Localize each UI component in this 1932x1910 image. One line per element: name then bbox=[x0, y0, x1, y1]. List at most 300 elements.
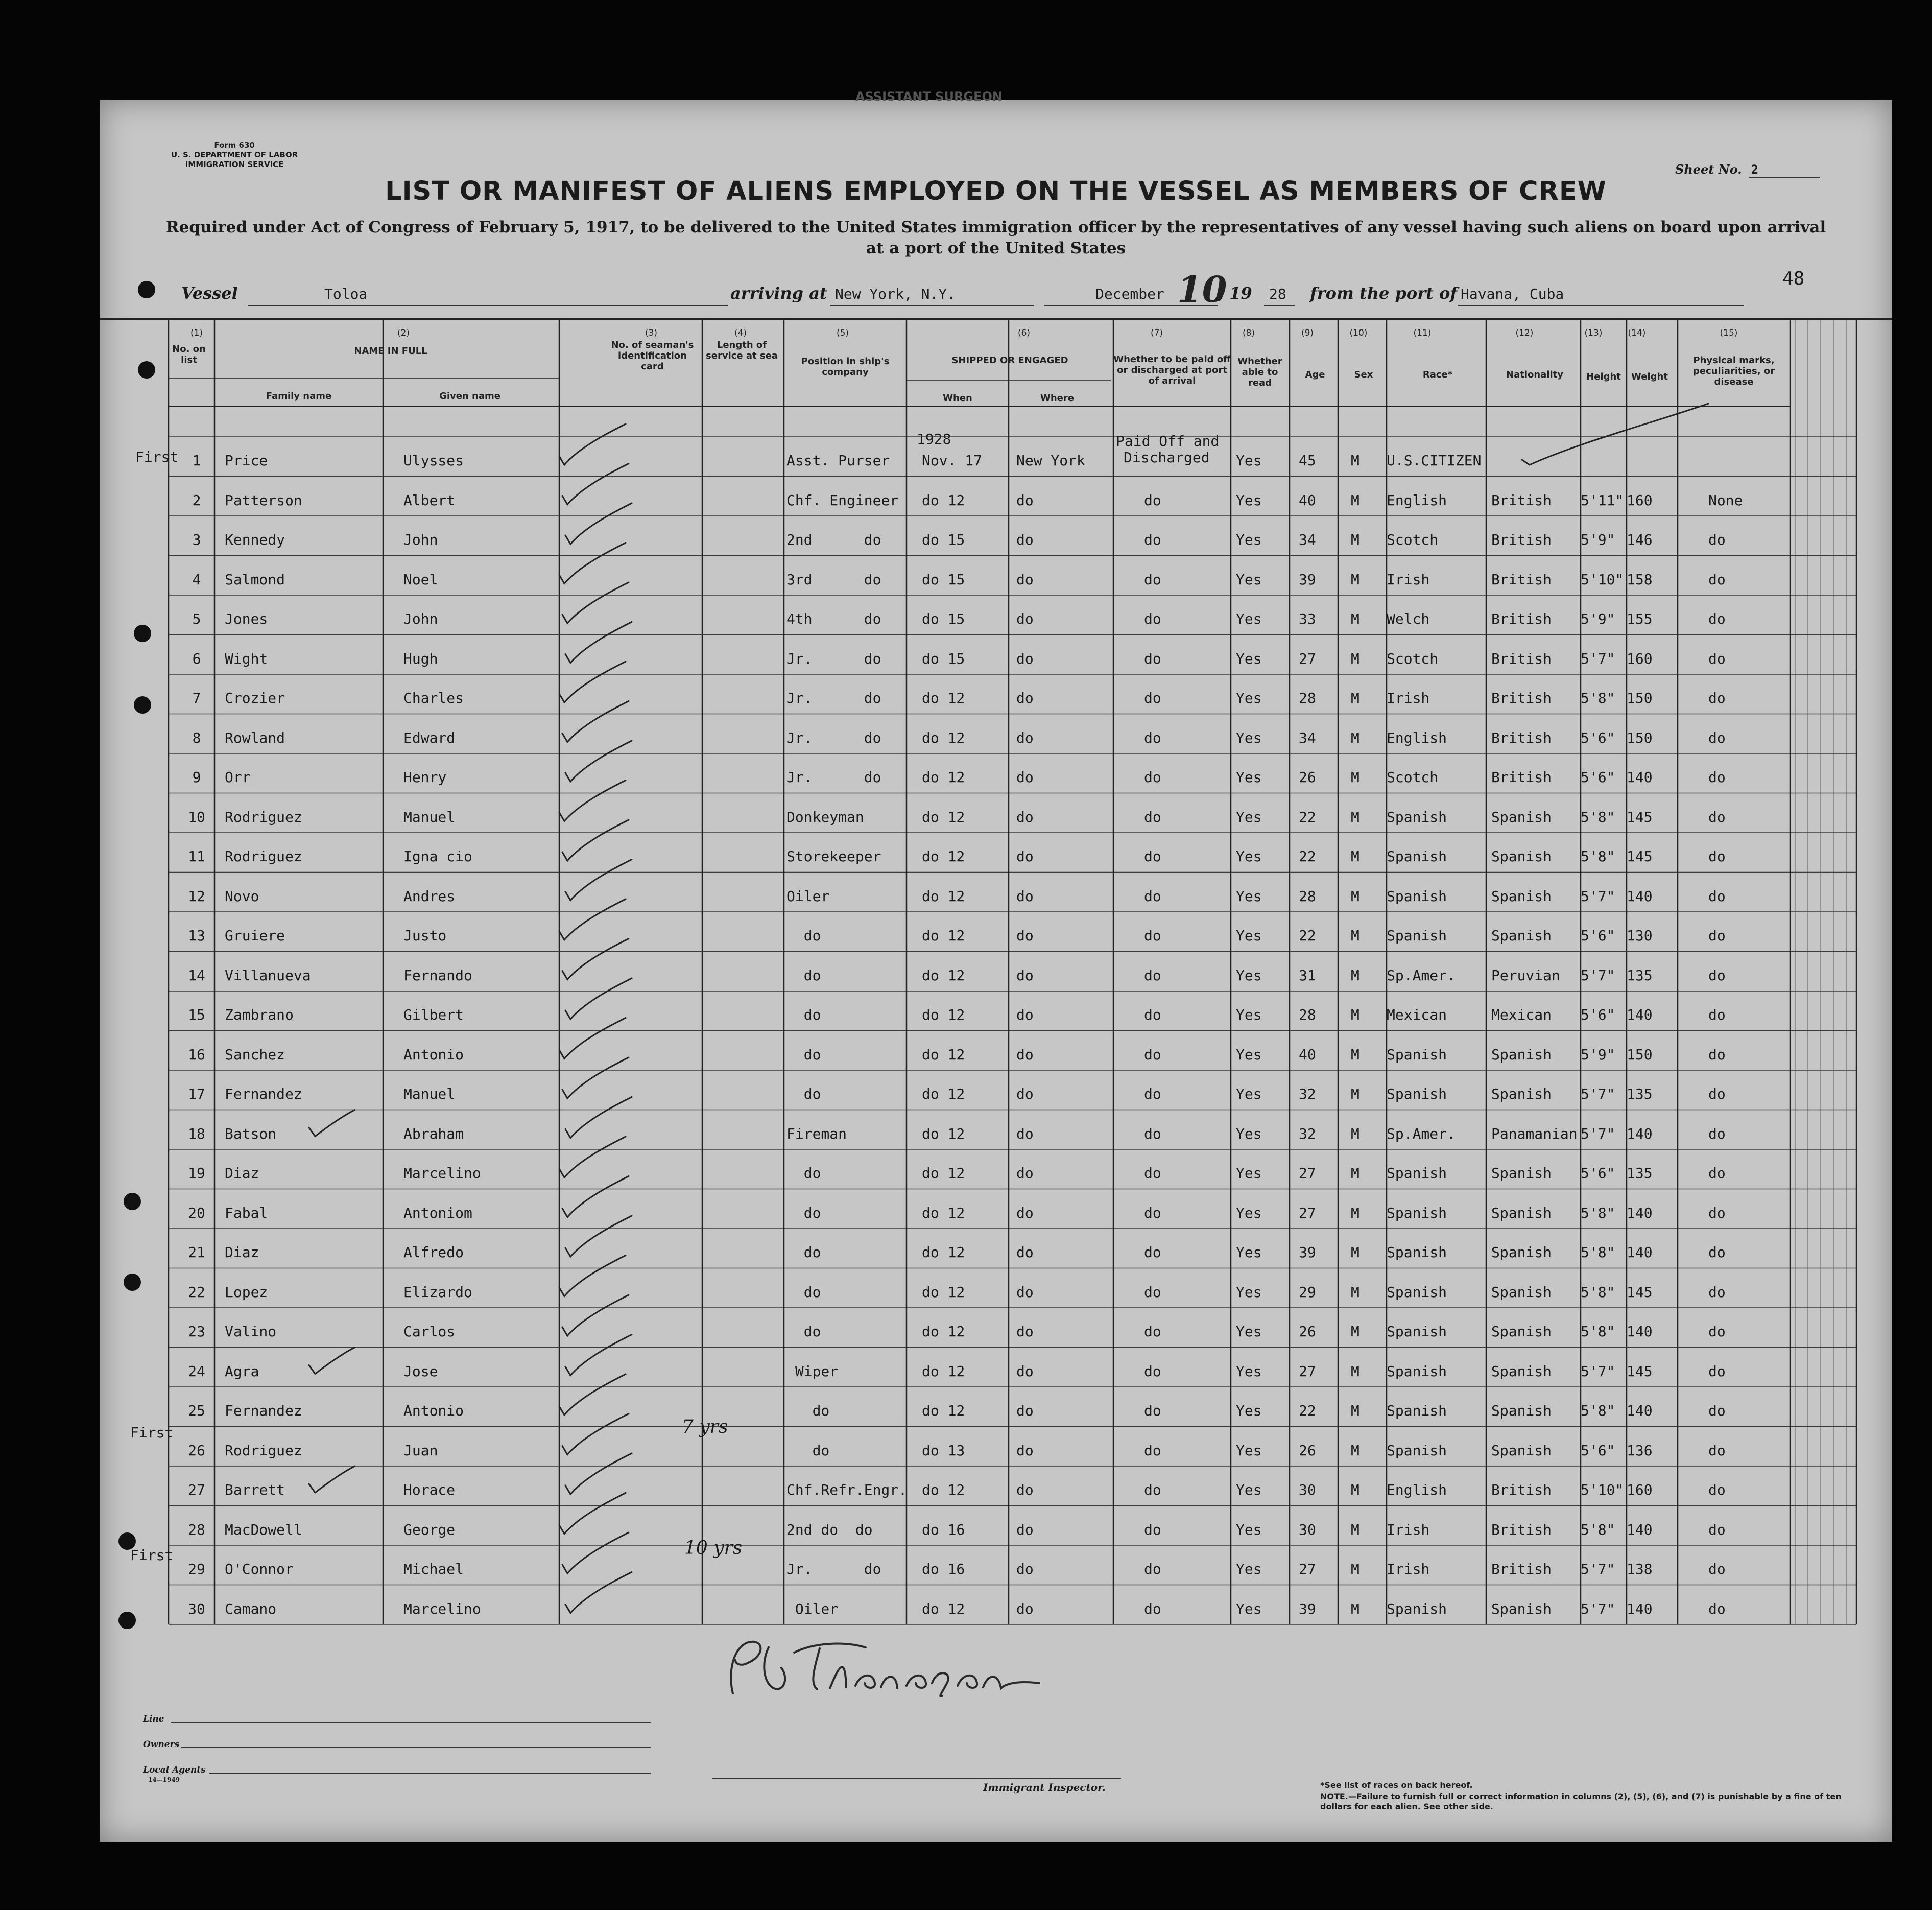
check-mark bbox=[562, 1532, 629, 1573]
cell-family: Rodriguez bbox=[225, 1442, 302, 1459]
cell-race: Spanish bbox=[1387, 1600, 1447, 1617]
manifest-title: LIST OR MANIFEST OF ALIENS EMPLOYED ON THE VESSEL AS MEMBERS OF CREW bbox=[385, 176, 1607, 206]
vessel-name: Toloa bbox=[324, 286, 368, 302]
cell-read: Yes bbox=[1236, 491, 1262, 509]
page-number: 48 bbox=[1782, 268, 1805, 289]
cell-weight: 150 bbox=[1627, 729, 1653, 746]
cell-no: 11 bbox=[188, 848, 205, 865]
cell-where: do bbox=[1016, 966, 1034, 984]
cell-given: Andres bbox=[403, 887, 456, 905]
cell-paid: do bbox=[1144, 531, 1161, 548]
cell-nat: Peruvian bbox=[1491, 966, 1560, 984]
footnote-penalty: NOTE.—Failure to furnish full or correct information in columns (2), (5), (6), and (7) is punishable by a fine of ten dollars for each alien. See other side. bbox=[1320, 1791, 1842, 1811]
cell-sex: M bbox=[1351, 1600, 1359, 1617]
cell-nat: Spanish bbox=[1491, 1402, 1552, 1419]
cell-age: 39 bbox=[1299, 1244, 1316, 1261]
cell-no: 15 bbox=[188, 1006, 205, 1023]
inspector-label: Immigrant Inspector. bbox=[983, 1781, 1106, 1794]
cell-age: 22 bbox=[1299, 927, 1316, 944]
cell-read: Yes bbox=[1236, 531, 1262, 548]
cell-race: English bbox=[1387, 1481, 1447, 1498]
cell-nat: Spanish bbox=[1491, 1362, 1552, 1380]
cell-height: 5'8" bbox=[1581, 808, 1615, 826]
cell-family: Camano bbox=[225, 1600, 277, 1617]
cell-read: Yes bbox=[1236, 887, 1262, 905]
cell-sex: M bbox=[1351, 571, 1359, 588]
cell-weight: 160 bbox=[1627, 650, 1653, 667]
cell-height: 5'10" bbox=[1581, 1481, 1624, 1498]
cell-paid: do bbox=[1144, 808, 1161, 826]
cell-weight: 160 bbox=[1627, 1481, 1653, 1498]
cell-read: Yes bbox=[1236, 452, 1262, 469]
cell-family: Valino bbox=[225, 1323, 277, 1340]
check-mark bbox=[309, 1110, 355, 1137]
cell-no: 30 bbox=[188, 1600, 205, 1617]
cell-when: do 12 bbox=[922, 1125, 965, 1142]
cell-where: do bbox=[1016, 610, 1034, 627]
cell-position: do bbox=[786, 927, 821, 944]
cell-marks: do bbox=[1708, 769, 1726, 786]
footer-agents-label: Local Agents bbox=[143, 1765, 206, 1775]
cell-weight: 140 bbox=[1627, 1244, 1653, 1261]
cell-marks: do bbox=[1708, 1402, 1726, 1419]
sheet-number-value: 2 bbox=[1749, 162, 1820, 178]
arrival-month: December bbox=[1095, 286, 1164, 302]
cell-family: Zambrano bbox=[225, 1006, 294, 1023]
check-mark bbox=[565, 622, 632, 663]
paid-off-line1: Paid Off and bbox=[1116, 433, 1220, 450]
cell-position: Wiper bbox=[786, 1362, 839, 1380]
cell-when: do 12 bbox=[922, 729, 965, 746]
cell-weight: 140 bbox=[1627, 1402, 1653, 1419]
cell-read: Yes bbox=[1236, 729, 1262, 746]
cell-paid: do bbox=[1144, 848, 1161, 865]
cell-race: Sp.Amer. bbox=[1387, 966, 1456, 984]
header-no-on-list: No. on list bbox=[172, 344, 206, 365]
cell-nat: Spanish bbox=[1491, 1600, 1552, 1617]
cell-given: Alfredo bbox=[403, 1244, 464, 1261]
cell-sex: M bbox=[1351, 1046, 1359, 1063]
cell-age: 45 bbox=[1299, 452, 1316, 469]
cell-where: do bbox=[1016, 887, 1034, 905]
cell-family: Barrett bbox=[225, 1481, 285, 1498]
inspector-underline bbox=[712, 1778, 1121, 1779]
owners-underline bbox=[181, 1747, 651, 1748]
cell-paid: do bbox=[1144, 1086, 1161, 1102]
cell-paid: do bbox=[1144, 1244, 1161, 1261]
cell-marks: do bbox=[1708, 966, 1726, 984]
cell-when: do 12 bbox=[922, 927, 965, 944]
cell-no: 26 bbox=[188, 1442, 205, 1459]
cell-race: Spanish bbox=[1387, 1165, 1447, 1182]
cell-given: Horace bbox=[403, 1481, 456, 1498]
cell-sex: M bbox=[1351, 1006, 1359, 1023]
cell-family: Fernandez bbox=[225, 1402, 302, 1419]
cell-paid: do bbox=[1144, 571, 1161, 588]
cell-where: do bbox=[1016, 1244, 1034, 1261]
vessel-label: Vessel bbox=[181, 284, 238, 303]
arrival-year: 28 bbox=[1269, 286, 1286, 302]
cell-height: 5'7" bbox=[1581, 1362, 1615, 1380]
department-name: U. S. DEPARTMENT OF LABOR bbox=[171, 150, 298, 159]
cell-sex: M bbox=[1351, 1165, 1359, 1182]
header-sex: Sex bbox=[1354, 369, 1373, 380]
header-id-card: No. of seaman's identification card bbox=[611, 340, 694, 372]
cell-where: do bbox=[1016, 1521, 1034, 1538]
cell-no: 6 bbox=[192, 650, 201, 667]
margin-note-first: First bbox=[135, 449, 179, 465]
check-mark bbox=[309, 1348, 355, 1374]
cell-paid: do bbox=[1144, 1204, 1161, 1221]
cell-marks: do bbox=[1708, 1244, 1726, 1261]
check-mark bbox=[562, 701, 629, 742]
cell-nat: Spanish bbox=[1491, 1046, 1552, 1063]
service-note: 10 yrs bbox=[684, 1538, 743, 1559]
cell-sex: M bbox=[1351, 690, 1359, 706]
cell-where: do bbox=[1016, 571, 1034, 588]
cell-no: 25 bbox=[188, 1402, 205, 1419]
cell-marks: do bbox=[1708, 927, 1726, 944]
cell-paid: do bbox=[1144, 491, 1161, 509]
punch-hole bbox=[138, 361, 155, 379]
cell-paid: do bbox=[1144, 966, 1161, 984]
cell-given: Jose bbox=[403, 1362, 438, 1380]
departure-port: Havana, Cuba bbox=[1461, 286, 1564, 302]
cell-nat: British bbox=[1491, 610, 1552, 627]
cell-read: Yes bbox=[1236, 1283, 1262, 1301]
cell-age: 22 bbox=[1299, 808, 1316, 826]
cell-weight: 140 bbox=[1627, 1323, 1653, 1340]
cell-height: 5'10" bbox=[1581, 571, 1624, 588]
cell-where: do bbox=[1016, 1086, 1034, 1102]
cell-paid: do bbox=[1144, 1481, 1161, 1498]
cell-given: Marcelino bbox=[403, 1165, 481, 1182]
margin-note-first: First bbox=[130, 1424, 174, 1441]
cell-marks: do bbox=[1708, 1006, 1726, 1023]
cell-race: Mexican bbox=[1387, 1006, 1447, 1023]
cell-read: Yes bbox=[1236, 966, 1262, 984]
cell-race: English bbox=[1387, 491, 1447, 509]
cell-nat: British bbox=[1491, 769, 1552, 786]
cell-read: Yes bbox=[1236, 1046, 1262, 1063]
footer-line-label: Line bbox=[143, 1714, 164, 1724]
check-mark bbox=[559, 1256, 626, 1296]
cell-age: 33 bbox=[1299, 610, 1316, 627]
cell-marks: do bbox=[1708, 887, 1726, 905]
cell-no: 4 bbox=[192, 571, 201, 588]
punch-hole bbox=[134, 696, 151, 714]
cell-age: 39 bbox=[1299, 571, 1316, 588]
check-mark bbox=[559, 1137, 626, 1177]
check-mark bbox=[559, 1493, 626, 1534]
cell-when: do 12 bbox=[922, 1006, 965, 1023]
cell-when: do 12 bbox=[922, 1165, 965, 1182]
cell-no: 24 bbox=[188, 1362, 205, 1380]
cell-position: Chf.Refr.Engr. bbox=[786, 1481, 908, 1498]
cell-given: Antoniom bbox=[403, 1204, 472, 1221]
cell-age: 34 bbox=[1299, 729, 1316, 746]
arrival-day: 10 bbox=[1177, 268, 1227, 311]
check-mark bbox=[565, 860, 632, 901]
cell-race: Spanish bbox=[1387, 1046, 1447, 1063]
cell-weight: 155 bbox=[1627, 610, 1653, 627]
cell-when: do 12 bbox=[922, 966, 965, 984]
cell-marks: do bbox=[1708, 610, 1726, 627]
cell-no: 9 bbox=[192, 769, 201, 786]
cell-height: 5'7" bbox=[1581, 966, 1615, 984]
cell-when: Nov. 17 bbox=[922, 452, 983, 469]
header-height: Height bbox=[1586, 371, 1621, 382]
cell-age: 30 bbox=[1299, 1521, 1316, 1538]
cell-when: do 12 bbox=[922, 887, 965, 905]
check-mark bbox=[309, 1466, 355, 1493]
cell-no: 5 bbox=[192, 610, 201, 627]
cell-no: 14 bbox=[188, 966, 205, 984]
cell-where: do bbox=[1016, 1006, 1034, 1023]
col-num-2: (2) bbox=[397, 328, 410, 338]
cell-nat: British bbox=[1491, 1561, 1552, 1577]
cell-given: Elizardo bbox=[403, 1283, 472, 1301]
cell-age: 27 bbox=[1299, 1561, 1316, 1577]
check-mark bbox=[565, 978, 632, 1019]
cell-no: 7 bbox=[192, 690, 201, 706]
cell-when: do 12 bbox=[922, 1402, 965, 1419]
cell-when: do 12 bbox=[922, 769, 965, 786]
header-physical: Physical marks, peculiarities, or disease bbox=[1692, 355, 1775, 387]
cell-paid: do bbox=[1144, 1323, 1161, 1340]
col-num-3: (3) bbox=[645, 328, 658, 338]
cell-height: 5'9" bbox=[1581, 531, 1615, 548]
cell-where: do bbox=[1016, 1481, 1034, 1498]
cell-weight: 146 bbox=[1627, 531, 1653, 548]
cell-nat: Spanish bbox=[1491, 887, 1552, 905]
check-mark bbox=[565, 1335, 632, 1376]
cell-height: 5'8" bbox=[1581, 1402, 1615, 1419]
col-num-12: (12) bbox=[1515, 328, 1534, 338]
header-able-read: Whether able to read bbox=[1237, 356, 1282, 388]
cell-paid: do bbox=[1144, 1600, 1161, 1617]
cell-weight: 140 bbox=[1627, 1600, 1653, 1617]
col-num-1: (1) bbox=[190, 328, 203, 338]
cell-age: 27 bbox=[1299, 1204, 1316, 1221]
cell-when: do 12 bbox=[922, 1204, 965, 1221]
col-num-5: (5) bbox=[836, 328, 849, 338]
header-when: When bbox=[943, 393, 972, 404]
cell-marks: do bbox=[1708, 1561, 1726, 1577]
cell-paid: do bbox=[1144, 927, 1161, 944]
cell-nat: Spanish bbox=[1491, 927, 1552, 944]
cell-given: Albert bbox=[403, 491, 456, 509]
cell-when: do 12 bbox=[922, 1046, 965, 1063]
cell-given: Henry bbox=[403, 769, 447, 786]
cell-when: do 15 bbox=[922, 571, 965, 588]
cell-age: 29 bbox=[1299, 1283, 1316, 1301]
cell-paid: do bbox=[1144, 1046, 1161, 1063]
cell-marks: do bbox=[1708, 1323, 1726, 1340]
header-shipped: SHIPPED OR ENGAGED bbox=[951, 355, 1068, 366]
cell-where: do bbox=[1016, 1125, 1034, 1142]
cell-sex: M bbox=[1351, 808, 1359, 826]
cell-read: Yes bbox=[1236, 927, 1262, 944]
header-weight: Weight bbox=[1631, 371, 1668, 382]
cell-read: Yes bbox=[1236, 1521, 1262, 1538]
cell-paid: do bbox=[1144, 610, 1161, 627]
cell-race: Sp.Amer. bbox=[1387, 1125, 1456, 1142]
cell-sex: M bbox=[1351, 1283, 1359, 1301]
cell-weight: 140 bbox=[1627, 769, 1653, 786]
footer-form-code: 14—1949 bbox=[148, 1776, 180, 1783]
cell-sex: M bbox=[1351, 650, 1359, 667]
cell-position: Chf. Engineer bbox=[786, 491, 899, 509]
cell-when: do 15 bbox=[922, 650, 965, 667]
check-mark bbox=[562, 1414, 629, 1455]
cell-no: 3 bbox=[192, 531, 201, 548]
cell-position: do bbox=[786, 1402, 830, 1419]
service-note: 7 yrs bbox=[682, 1417, 728, 1437]
cell-marks: do bbox=[1708, 571, 1726, 588]
cell-weight: 138 bbox=[1627, 1561, 1653, 1577]
cell-nat: Panamanian bbox=[1491, 1125, 1578, 1142]
cell-nat: Spanish bbox=[1491, 1086, 1552, 1102]
cell-when: do 16 bbox=[922, 1521, 965, 1538]
cell-sex: M bbox=[1351, 1561, 1359, 1577]
cell-no: 21 bbox=[188, 1244, 205, 1261]
cell-no: 28 bbox=[188, 1521, 205, 1538]
cell-read: Yes bbox=[1236, 610, 1262, 627]
cell-weight: 145 bbox=[1627, 848, 1653, 865]
cell-nat: British bbox=[1491, 1481, 1552, 1498]
cell-given: Carlos bbox=[403, 1323, 456, 1340]
cell-given: Igna cio bbox=[403, 848, 472, 865]
cell-marks: do bbox=[1708, 1442, 1726, 1459]
cell-paid: do bbox=[1144, 690, 1161, 706]
cell-weight: 145 bbox=[1627, 808, 1653, 826]
cell-position: 2nd do bbox=[786, 531, 881, 548]
cell-read: Yes bbox=[1236, 1204, 1262, 1221]
cell-age: 26 bbox=[1299, 769, 1316, 786]
cell-marks: None bbox=[1708, 491, 1743, 509]
cell-height: 5'7" bbox=[1581, 1561, 1615, 1577]
cell-read: Yes bbox=[1236, 1086, 1262, 1102]
cell-age: 22 bbox=[1299, 1402, 1316, 1419]
header-nationality: Nationality bbox=[1506, 369, 1563, 380]
punch-hole bbox=[138, 281, 155, 298]
cell-weight: 140 bbox=[1627, 1125, 1653, 1142]
line-underline bbox=[171, 1722, 651, 1723]
cell-sex: M bbox=[1351, 491, 1359, 509]
cell-family: Villanueva bbox=[225, 966, 311, 984]
cell-race: Spanish bbox=[1387, 1086, 1447, 1102]
check-mark bbox=[565, 1572, 632, 1613]
surgeon-stamp: ASSISTANT SURGEON bbox=[855, 89, 1003, 104]
cell-nat: Spanish bbox=[1491, 848, 1552, 865]
cell-read: Yes bbox=[1236, 1244, 1262, 1261]
cell-race: Spanish bbox=[1387, 1204, 1447, 1221]
header-age: Age bbox=[1305, 369, 1325, 380]
cell-marks: do bbox=[1708, 1481, 1726, 1498]
cell-where: do bbox=[1016, 491, 1034, 509]
cell-sex: M bbox=[1351, 1402, 1359, 1419]
cell-sex: M bbox=[1351, 1442, 1359, 1459]
cell-age: 28 bbox=[1299, 887, 1316, 905]
cell-marks: do bbox=[1708, 1204, 1726, 1221]
cell-position: do bbox=[786, 1086, 821, 1102]
cell-no: 18 bbox=[188, 1125, 205, 1142]
cell-marks: do bbox=[1708, 1046, 1726, 1063]
cell-sex: M bbox=[1351, 1086, 1359, 1102]
cell-position: Asst. Purser bbox=[786, 452, 890, 469]
margin-note-first: First bbox=[130, 1547, 174, 1564]
check-mark bbox=[562, 1295, 629, 1336]
cell-height: 5'6" bbox=[1581, 1165, 1615, 1182]
header-position: Position in ship's company bbox=[801, 356, 890, 378]
check-mark bbox=[559, 1018, 626, 1059]
header-race: Race* bbox=[1422, 369, 1453, 380]
cell-height: 5'7" bbox=[1581, 650, 1615, 667]
cell-sex: M bbox=[1351, 452, 1359, 469]
cell-given: Ulysses bbox=[403, 452, 464, 469]
punch-hole bbox=[118, 1532, 136, 1550]
col-num-7: (7) bbox=[1150, 328, 1163, 338]
footer-owners-label: Owners bbox=[143, 1739, 180, 1750]
cell-given: Marcelino bbox=[403, 1600, 481, 1617]
cell-read: Yes bbox=[1236, 808, 1262, 826]
cell-given: Fernando bbox=[403, 966, 472, 984]
cell-family: Sanchez bbox=[225, 1046, 285, 1063]
cell-read: Yes bbox=[1236, 1442, 1262, 1459]
cell-sex: M bbox=[1351, 610, 1359, 627]
cell-paid: do bbox=[1144, 1442, 1161, 1459]
check-mark bbox=[565, 503, 632, 544]
cell-family: Rodriguez bbox=[225, 848, 302, 865]
cell-height: 5'8" bbox=[1581, 1244, 1615, 1261]
col-num-8: (8) bbox=[1242, 328, 1255, 338]
check-mark bbox=[559, 899, 626, 940]
cell-no: 8 bbox=[192, 729, 201, 746]
header-given-name: Given name bbox=[439, 391, 500, 402]
cell-family: Diaz bbox=[225, 1165, 259, 1182]
check-mark bbox=[565, 1453, 632, 1494]
cell-when: do 16 bbox=[922, 1561, 965, 1577]
cell-weight: 135 bbox=[1627, 966, 1653, 984]
cell-nat: British bbox=[1491, 571, 1552, 588]
cell-no: 17 bbox=[188, 1086, 205, 1102]
cell-position: Storekeeper bbox=[786, 848, 881, 865]
cell-weight: 135 bbox=[1627, 1086, 1653, 1102]
cell-height: 5'6" bbox=[1581, 769, 1615, 786]
cell-position: Jr. do bbox=[786, 650, 881, 667]
cell-where: do bbox=[1016, 808, 1034, 826]
cell-sex: M bbox=[1351, 1481, 1359, 1498]
header-where: Where bbox=[1040, 393, 1074, 404]
cell-given: Abraham bbox=[403, 1125, 464, 1142]
cell-nat: Spanish bbox=[1491, 1244, 1552, 1261]
cell-age: 31 bbox=[1299, 966, 1316, 984]
cell-position: Jr. do bbox=[786, 690, 881, 706]
col-num-15: (15) bbox=[1720, 328, 1738, 338]
cell-nat: British bbox=[1491, 650, 1552, 667]
cell-weight: 140 bbox=[1627, 1521, 1653, 1538]
arriving-port: New York, N.Y. bbox=[835, 286, 956, 302]
cell-race: Spanish bbox=[1387, 1402, 1447, 1419]
cell-weight: 150 bbox=[1627, 690, 1653, 706]
cell-marks: do bbox=[1708, 1600, 1726, 1617]
cell-position: Jr. do bbox=[786, 769, 881, 786]
cell-height: 5'8" bbox=[1581, 848, 1615, 865]
cell-race: Spanish bbox=[1387, 848, 1447, 865]
cell-age: 26 bbox=[1299, 1323, 1316, 1340]
cell-when: do 12 bbox=[922, 491, 965, 509]
